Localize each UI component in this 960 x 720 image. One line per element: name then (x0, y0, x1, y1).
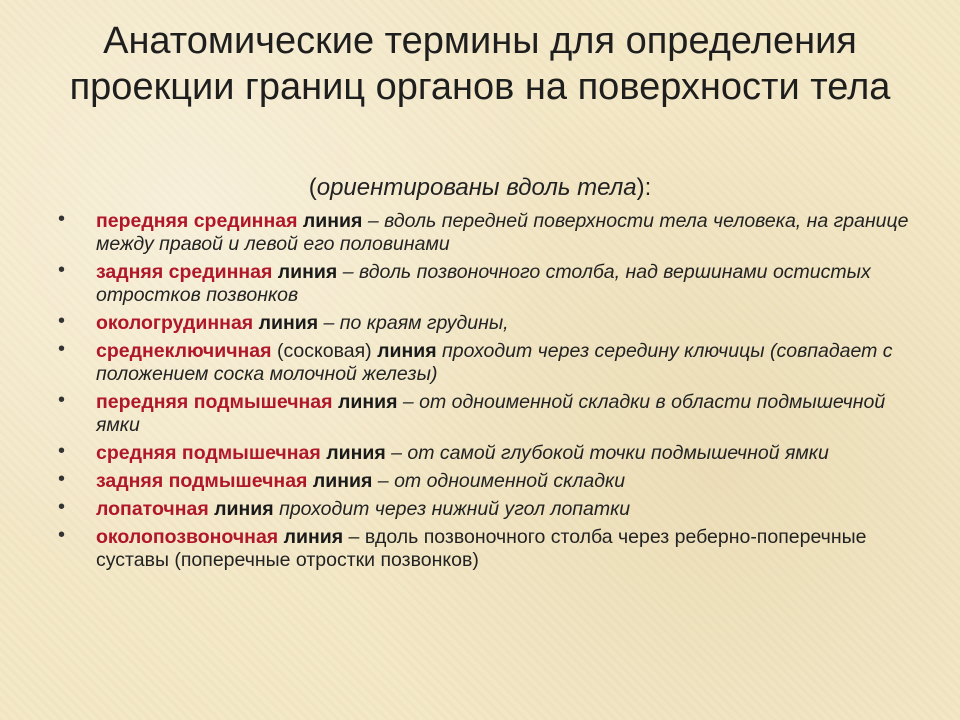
term-name: задняя срединная (96, 261, 273, 283)
bullet-icon: • (58, 310, 66, 332)
subtitle-close-paren: ): (636, 174, 652, 201)
list-item (58, 498, 918, 521)
slide-title: Анатомические термины для определения проекции границ органов на поверхности тела (69, 20, 891, 108)
term-name: задняя подмышечная (96, 470, 308, 492)
term-description: – от одноименной складки в области подмышечной ямки (96, 391, 886, 436)
term-word: линия (283, 526, 344, 548)
term-word: линия (377, 340, 437, 362)
term-name: лопаточная (96, 498, 209, 520)
list-item (58, 210, 918, 256)
term-word: линия (258, 312, 319, 334)
term-word: линия (214, 498, 274, 520)
bullet-icon: • (58, 389, 66, 411)
slide-subtitle (40, 174, 920, 202)
term-word: линия (312, 470, 373, 492)
term-word: линия (326, 442, 386, 464)
term-name: средняя подмышечная (96, 442, 321, 464)
list-item (58, 312, 918, 335)
list-item (58, 261, 918, 307)
term-description: проходит через нижний угол лопатки (273, 498, 631, 520)
bullet-icon: • (58, 259, 66, 281)
subtitle-open-paren: ( (308, 174, 317, 201)
term-word: линия (277, 261, 338, 283)
bullet-icon: • (58, 208, 66, 230)
term-word: линия (302, 210, 363, 232)
term-name: окологрудинная (96, 312, 254, 334)
term-description: – по краям грудины, (318, 312, 509, 334)
terms-list (58, 210, 918, 577)
term-name: передняя срединная (96, 210, 298, 232)
term-description: – от одноименной складки (372, 470, 626, 492)
term-name: среднеключичная (96, 340, 272, 362)
bullet-icon: • (58, 496, 66, 518)
bullet-icon: • (58, 440, 66, 462)
list-item (58, 340, 918, 386)
subtitle-text: ориентированы вдоль тела (316, 174, 637, 201)
term-name: передняя подмышечная (96, 391, 333, 413)
term-description: – от самой глубокой точки подмышечной ямки (385, 442, 829, 464)
list-item (58, 442, 918, 465)
list-item (58, 391, 918, 437)
bullet-icon: • (58, 468, 66, 490)
term-description: – вдоль позвоночного столба через реберно-поперечные суставы (поперечные отростки позвонков) (96, 526, 867, 571)
term-word: линия (337, 391, 398, 413)
term-alt-name: (сосковая) (271, 340, 378, 362)
list-item (58, 470, 918, 493)
bullet-icon: • (58, 338, 66, 360)
term-description: – вдоль позвоночного столба, над вершинами остистых отростков позвонков (96, 261, 871, 306)
list-item (58, 526, 918, 572)
term-name: околопозвоночная (96, 526, 279, 548)
term-description: – вдоль передней поверхности тела человека, на границе между правой и левой его половинами (96, 210, 909, 255)
bullet-icon: • (58, 524, 66, 546)
term-description: проходит через середину ключицы (совпадает с положением соска молочной железы) (96, 340, 893, 385)
